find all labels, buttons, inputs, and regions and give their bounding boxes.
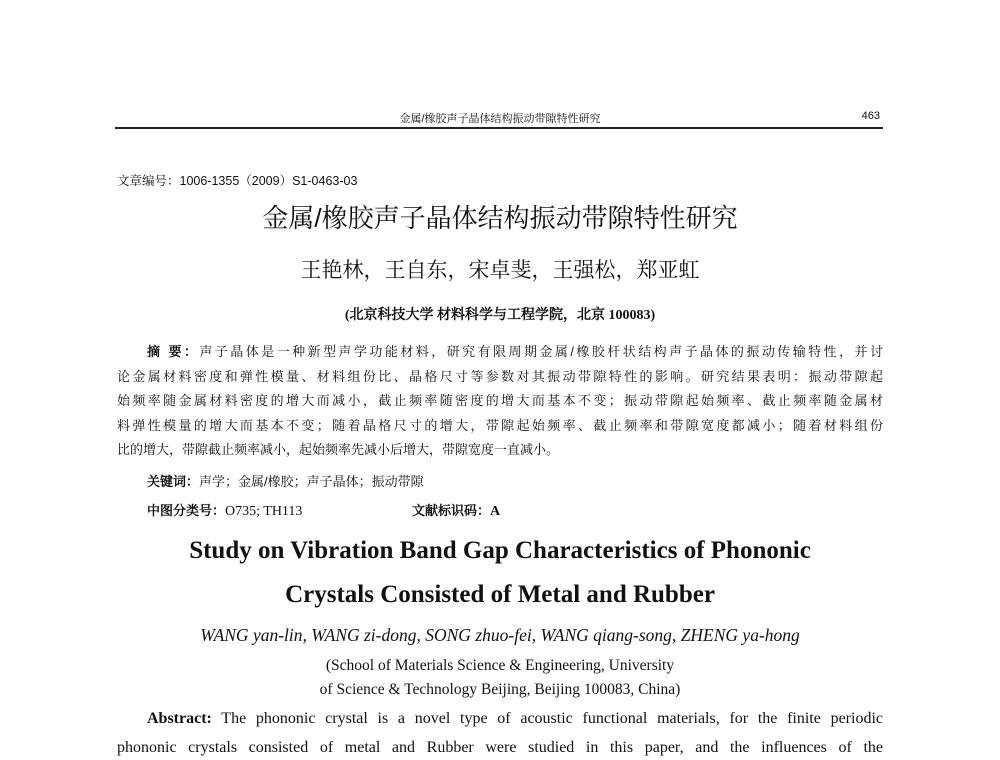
chinese-abstract-line: 比的增大，带隙截止频率减小，起始频率先减小后增大，带隙宽度一直减小。 [117,442,560,458]
header-rule [115,127,883,129]
running-header-title: 金属/橡胶声子晶体结构振动带隙特性研究 [399,113,601,125]
english-affiliation-line-1: (School of Materials Science & Engineering, University [325,657,675,674]
english-abstract-line-1: Abstract: The phononic crystal is a novel type of acoustic functional materials, for the finite periodic [147,710,883,727]
document-code: 文献标识码：A [412,503,501,519]
chinese-abstract [117,340,883,463]
chinese-abstract-line: 始频率随金属材料密度的增大而减小，截止频率随密度的增大而基本不变；振动带隙起始频率、截止频率随金属材 [117,393,883,409]
english-title-line-2: Crystals Consisted of Metal and Rubber [285,581,715,608]
article-number: 文章编号：1006-1355（2009）S1-0463-03 [117,174,358,188]
english-title-line-1: Study on Vibration Band Gap Characteristics of Phononic [189,537,811,564]
chinese-affiliation: (北京科技大学 材料科学与工程学院，北京 100083) [344,308,656,323]
english-abstract-line-2: phononic crystals consisted of metal and Rubber were studied in this paper, and the influences of the [117,739,883,756]
chinese-abstract-line: 摘 要：声子晶体是一种新型声学功能材料，研究有限周期金属/橡胶杆状结构声子晶体的振动传输特性，并讨 [147,344,883,359]
page-number: 463 [861,110,880,122]
english-affiliation-line-2: of Science & Technology Beijing, Beijing 100083, China) [319,681,681,698]
chinese-authors: 王艳林，王自东，宋卓斐，王强松，郑亚虹 [300,258,700,282]
chinese-abstract-label: 摘 要： [147,344,200,359]
english-abstract-label: Abstract: [147,710,212,727]
english-authors: WANG yan-lin, WANG zi-dong, SONG zhuo-fei, WANG qiang-song, ZHENG ya-hong [200,625,800,645]
chinese-keywords: 关键词：声学；金属/橡胶；声子晶体；振动带隙 [147,474,424,489]
chinese-abstract-line: 论金属材料密度和弹性模量、材料组份比、晶格尺寸等参数对其振动带隙特性的影响。研究结果表明：振动带隙起 [117,368,883,384]
classification-number: 中图分类号：O735; TH113 [147,503,303,519]
chinese-title: 金属/橡胶声子晶体结构振动带隙特性研究 [262,203,738,233]
chinese-abstract-line: 料弹性模量的增大而基本不变；随着晶格尺寸的增大，带隙起始频率、截止频率和带隙宽度都减小；随着材料组份 [117,417,883,433]
